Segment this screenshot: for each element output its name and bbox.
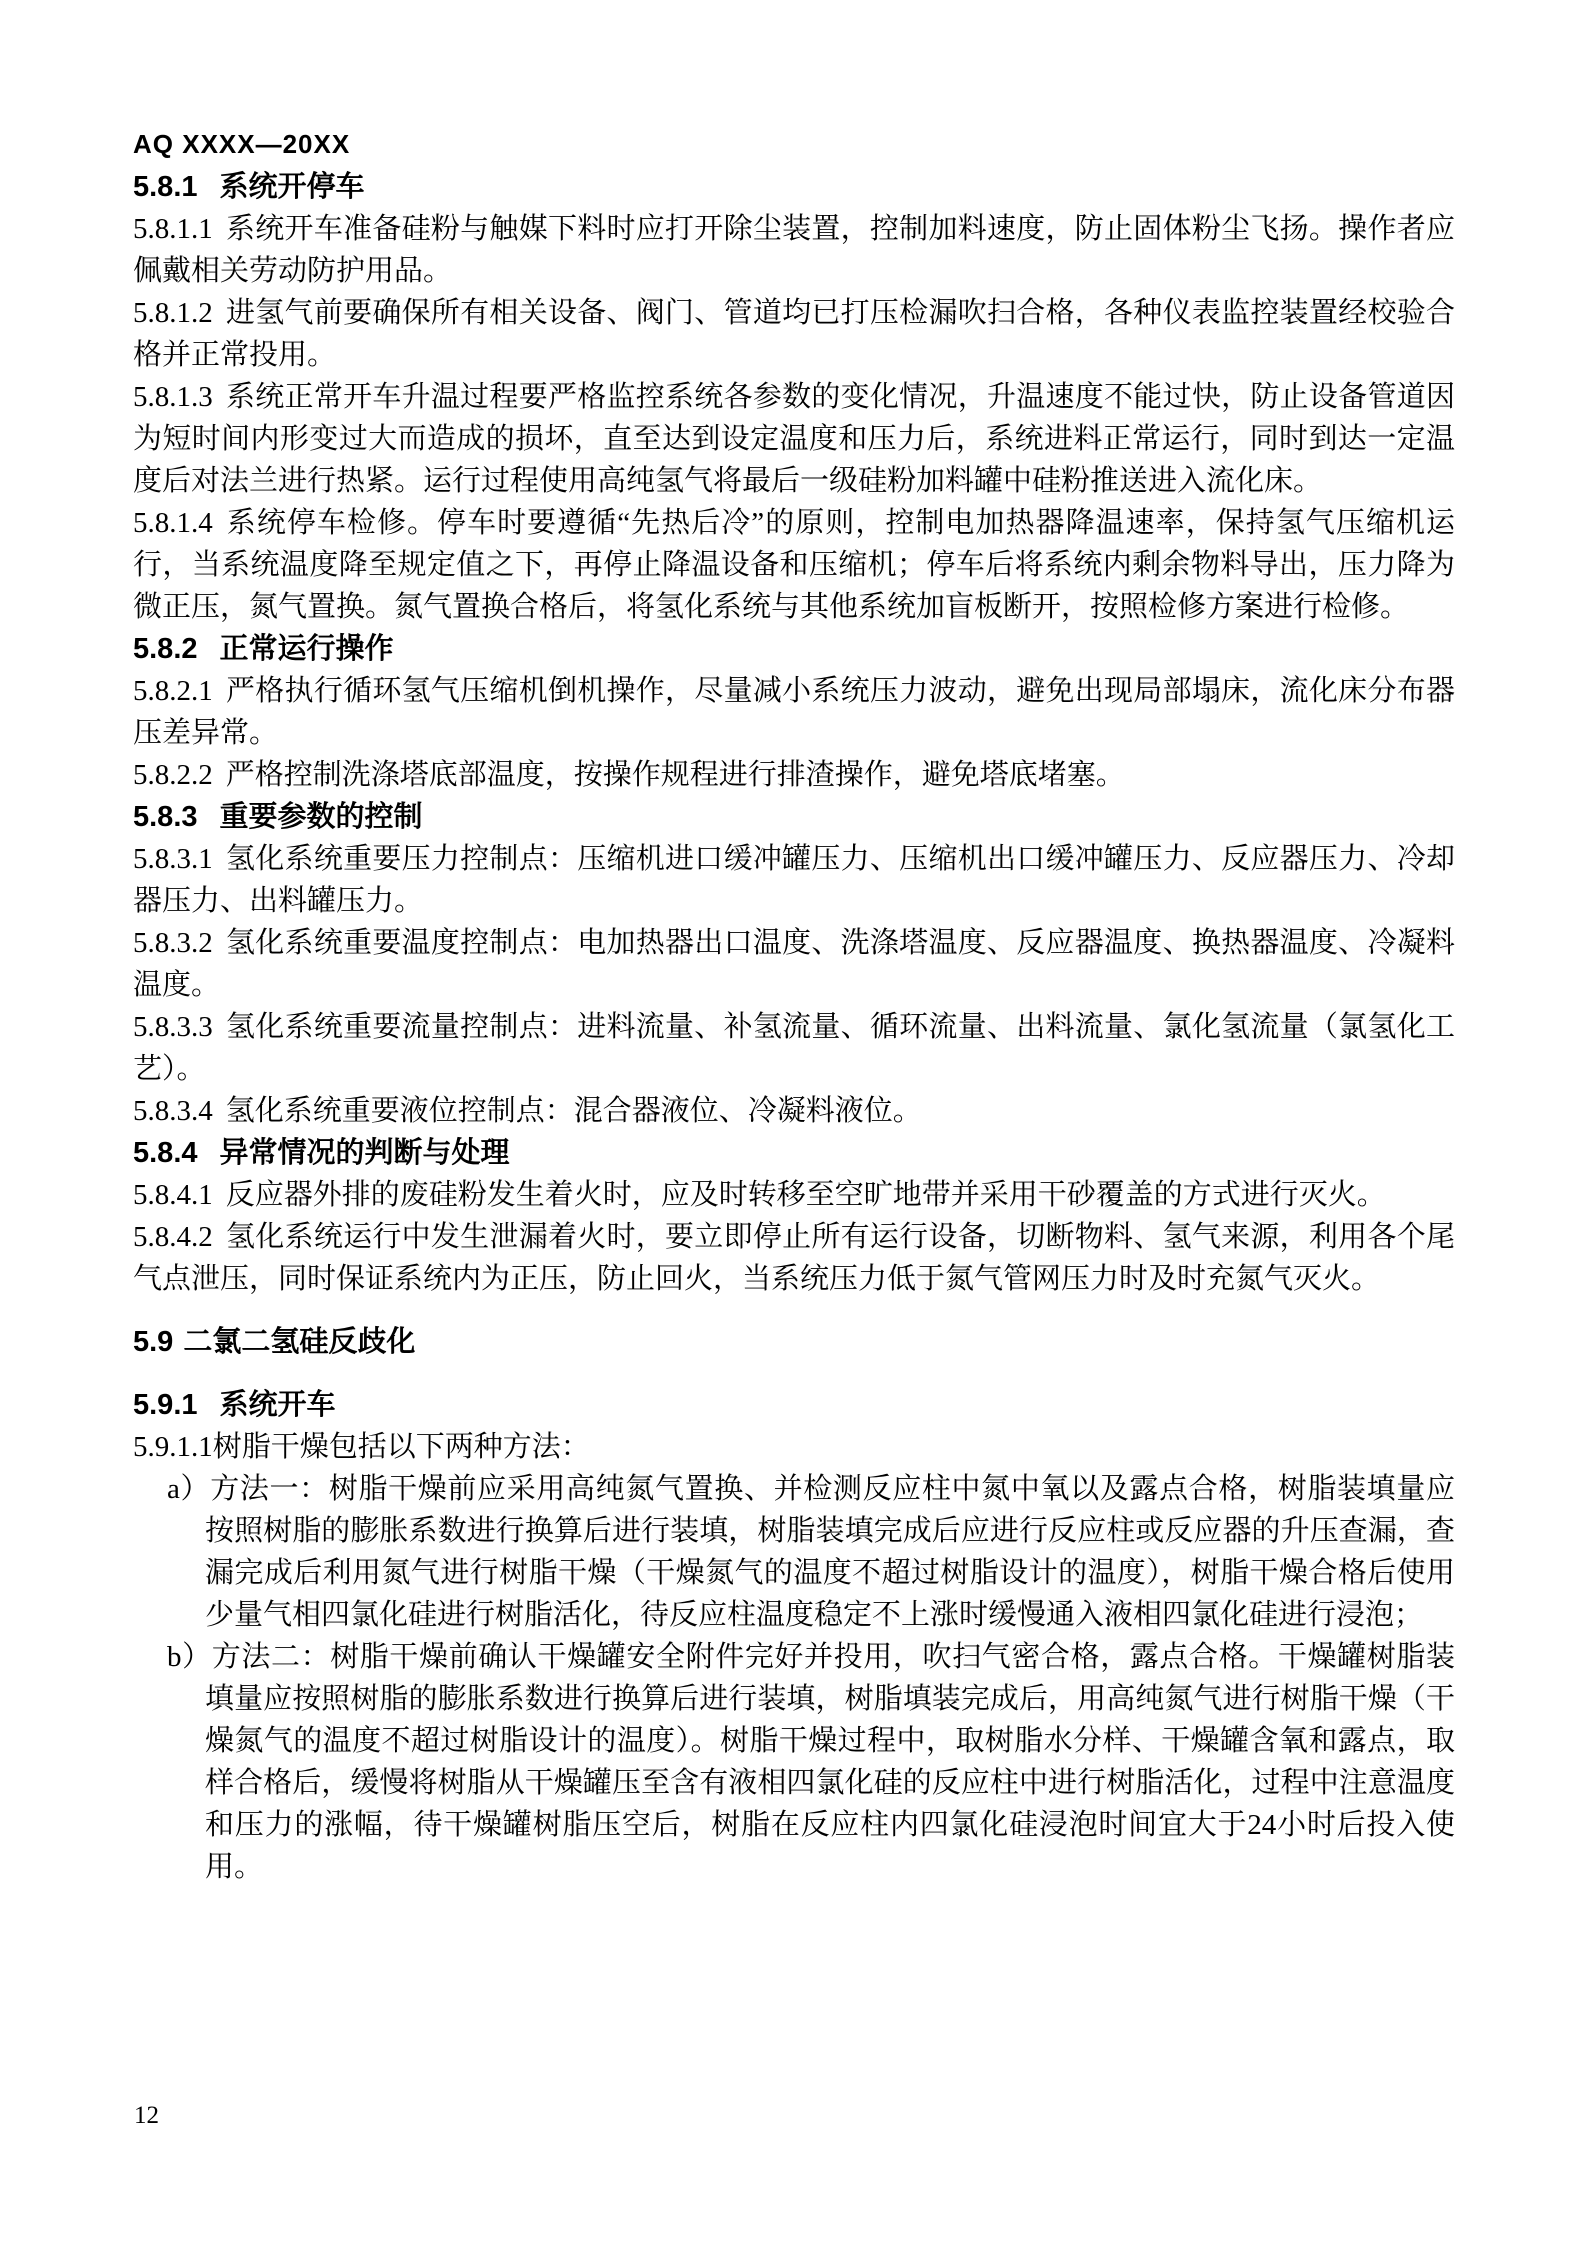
section-heading-level3	[133, 796, 1455, 838]
paragraph-number: 5.8.3.3	[133, 1011, 213, 1043]
body-paragraph	[133, 376, 1455, 502]
section-number: 5.9.1	[133, 1389, 198, 1421]
section-title: 系统开车	[219, 1389, 336, 1421]
paragraph-text: 严格控制洗涤塔底部温度，按操作规程进行排渣操作，避免塔底堵塞。	[225, 759, 1125, 791]
list-item-text: 方法一：树脂干燥前应采用高纯氮气置换、并检测反应柱中氮中氧以及露点合格，树脂装填量应按照树脂的膨胀系数进行换算后进行装填，树脂装填完成后应进行反应柱或反应器的升压查漏，查漏完成后利用氮气进行树脂干燥（干燥氮气的温度不超过树脂设计的温度），树脂干燥合格后使用少量气相四氯化硅进行树脂活化，待反应柱温度稳定不上涨时缓慢通入液相四氯化硅进行浸泡；	[205, 1473, 1455, 1631]
paragraph-text: 严格执行循环氢气压缩机倒机操作，尽量减小系统压力波动，避免出现局部塌床，流化床分布器压差异常。	[133, 675, 1455, 749]
section-number: 5.8.3	[133, 801, 198, 833]
body-paragraph	[133, 838, 1455, 922]
section-title: 异常情况的判断与处理	[219, 1137, 510, 1169]
section-title: 重要参数的控制	[219, 801, 423, 833]
paragraph-text: 氢化系统重要压力控制点：压缩机进口缓冲罐压力、压缩机出口缓冲罐压力、反应器压力、冷却器压力、出料罐压力。	[133, 843, 1455, 917]
paragraph-text: 进氢气前要确保所有相关设备、阀门、管道均已打压检漏吹扫合格，各种仪表监控装置经校验合格并正常投用。	[133, 297, 1455, 371]
paragraph-text: 氢化系统运行中发生泄漏着火时，要立即停止所有运行设备，切断物料、氢气来源，利用各个尾气点泄压，同时保证系统内为正压，防止回火，当系统压力低于氮气管网压力时及时充氮气灭火。	[133, 1221, 1455, 1295]
document-content	[133, 166, 1455, 1888]
body-paragraph	[133, 1006, 1455, 1090]
paragraph-text: 氢化系统重要温度控制点：电加热器出口温度、洗涤塔温度、反应器温度、换热器温度、冷凝料温度。	[133, 927, 1455, 1001]
paragraph-text: 氢化系统重要流量控制点：进料流量、补氢流量、循环流量、出料流量、氯化氢流量（氯氢化工艺）。	[133, 1011, 1455, 1085]
paragraph-text: 系统停车检修。停车时要遵循“先热后冷”的原则，控制电加热器降温速率，保持氢气压缩机运行，当系统温度降至规定值之下，再停止降温设备和压缩机；停车后将系统内剩余物料导出，压力降为微正压，氮气置换。氮气置换合格后，将氢化系统与其他系统加盲板断开，按照检修方案进行检修。	[133, 507, 1455, 623]
body-paragraph	[133, 1090, 1455, 1132]
section-number: 5.9	[133, 1326, 174, 1358]
body-paragraph	[133, 1174, 1455, 1216]
running-header: AQ XXXX—20XX	[133, 129, 351, 159]
list-marker: b）	[167, 1641, 212, 1673]
paragraph-text: 系统正常开车升温过程要严格监控系统各参数的变化情况，升温速度不能过快，防止设备管道因为短时间内形变过大而造成的损坏，直至达到设定温度和压力后，系统进料正常运行，同时到达一定温度后对法兰进行热紧。运行过程使用高纯氢气将最后一级硅粉加料罐中硅粉推送进入流化床。	[133, 381, 1455, 497]
paragraph-text: 氢化系统重要液位控制点：混合器液位、冷凝料液位。	[225, 1095, 922, 1127]
section-title: 正常运行操作	[219, 633, 394, 665]
section-number: 5.8.1	[133, 171, 198, 203]
paragraph-text: 系统开车准备硅粉与触媒下料时应打开除尘装置，控制加料速度，防止固体粉尘飞扬。操作者应佩戴相关劳动防护用品。	[133, 213, 1455, 287]
section-heading-level3	[133, 1384, 1455, 1426]
body-paragraph	[133, 1426, 1455, 1468]
paragraph-number: 5.9.1.1	[133, 1431, 213, 1463]
paragraph-number: 5.8.1.4	[133, 507, 213, 539]
page-number: 12	[134, 2102, 159, 2129]
body-paragraph	[133, 670, 1455, 754]
paragraph-number: 5.8.4.1	[133, 1179, 213, 1211]
body-paragraph	[133, 292, 1455, 376]
section-heading-level3	[133, 1132, 1455, 1174]
section-title: 二氯二氢硅反歧化	[183, 1326, 416, 1358]
section-title: 系统开停车	[219, 171, 365, 203]
paragraph-text: 反应器外排的废硅粉发生着火时，应及时转移至空旷地带并采用干砂覆盖的方式进行灭火。	[225, 1179, 1386, 1211]
paragraph-number: 5.8.1.2	[133, 297, 213, 329]
body-paragraph	[133, 208, 1455, 292]
body-paragraph	[133, 754, 1455, 796]
section-number: 5.8.4	[133, 1137, 198, 1169]
body-paragraph	[133, 1216, 1455, 1300]
body-paragraph	[133, 502, 1455, 628]
section-heading-level2	[133, 1321, 1455, 1363]
paragraph-number: 5.8.3.4	[133, 1095, 213, 1127]
paragraph-number: 5.8.2.2	[133, 759, 213, 791]
paragraph-number: 5.8.2.1	[133, 675, 213, 707]
list-item	[133, 1636, 1455, 1888]
body-paragraph	[133, 922, 1455, 1006]
section-heading-level3	[133, 166, 1455, 208]
section-heading-level3	[133, 628, 1455, 670]
paragraph-number: 5.8.1.1	[133, 213, 213, 245]
paragraph-number: 5.8.4.2	[133, 1221, 213, 1253]
list-marker: a）	[167, 1473, 211, 1505]
section-number: 5.8.2	[133, 633, 198, 665]
list-item-text: 方法二：树脂干燥前确认干燥罐安全附件完好并投用，吹扫气密合格，露点合格。干燥罐树脂装填量应按照树脂的膨胀系数进行换算后进行装填，树脂填装完成后，用高纯氮气进行树脂干燥（干燥氮气的温度不超过树脂设计的温度）。树脂干燥过程中，取树脂水分样、干燥罐含氧和露点，取样合格后，缓慢将树脂从干燥罐压至含有液相四氯化硅的反应柱中进行树脂活化，过程中注意温度和压力的涨幅，待干燥罐树脂压空后，树脂在反应柱内四氯化硅浸泡时间宜大于24小时后投入使用。	[205, 1641, 1455, 1883]
paragraph-number: 5.8.1.3	[133, 381, 213, 413]
paragraph-number: 5.8.3.2	[133, 927, 213, 959]
paragraph-text: 树脂干燥包括以下两种方法：	[212, 1431, 590, 1463]
list-item	[133, 1468, 1455, 1636]
paragraph-number: 5.8.3.1	[133, 843, 213, 875]
